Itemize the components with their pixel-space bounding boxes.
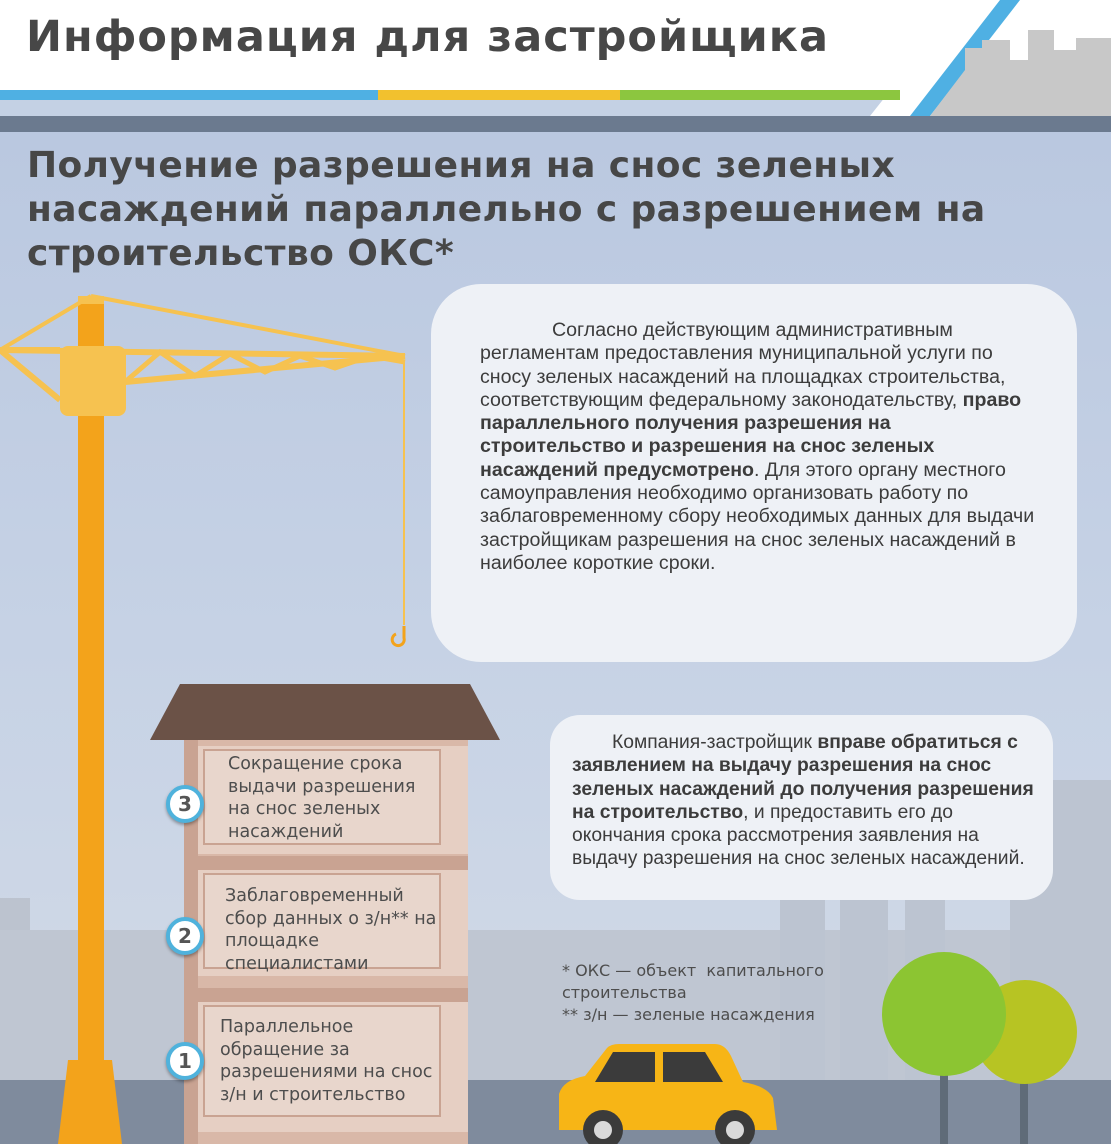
stripe-green [620,90,900,100]
trees-illustration [880,950,1111,1144]
header-title: Информация для застройщика [26,12,829,62]
callout-2-outro: , и предоставить его до окончания срока рассмотрения заявления на выдачу разрешения на снос зеленых насаждений. [572,801,1025,870]
stripe-blue [0,90,378,100]
stripe-yellow [378,90,620,100]
callout-1-outro: . Для этого органу местного самоуправления необходимо организовать работу по заблаговременному сбору необходимых данных для выдачи застройщикам разрешения на снос зеленых насаждений в наиболее короткие сроки. [480,458,1035,574]
step-3-badge: 3 [166,785,204,823]
callout-2-intro: Компания-застройщик [612,732,818,753]
car-illustration [555,1042,785,1144]
step-2-badge: 2 [166,917,204,955]
step-2-text: Заблаговременный сбор данных о з/н** на площадке специалистами [225,886,437,974]
color-stripe [0,90,1111,100]
step-1-text: Параллельное обращение за разрешениями на снос з/н и строительство [220,1017,433,1105]
info-callout-2-text [572,731,1042,871]
callout-2-bold: вправе обратиться с заявлением на выдачу разрешения на снос зеленых насаждений до получения разрешения на строительство [572,732,1034,823]
step-3-text: Сокращение срока выдачи разрешения на снос зеленых насаждений [228,754,416,842]
dark-band [0,116,1111,132]
main-title: Получение разрешения на снос зеленых насаждений параллельно с разрешением на строительство ОКС* [27,145,986,274]
footnote-zn: ** з/н — зеленые насаждения [562,1005,815,1024]
callout-1-bold: право параллельного получения разрешения на строительство и разрешения на снос зеленых насаждений предусмотрено [480,388,1022,481]
callout-1-intro: Согласно действующим административным регламентам предоставления муниципальной услуги по сносу зеленых насаждений на площадках строительства, соответствующим федеральному законодательству, [480,319,1006,411]
step-1-badge: 1 [166,1042,204,1080]
footnotes [562,960,892,1026]
info-callout-1-text [480,319,1040,575]
footnote-oks: * ОКС — объект капитального строительства [562,961,829,1002]
